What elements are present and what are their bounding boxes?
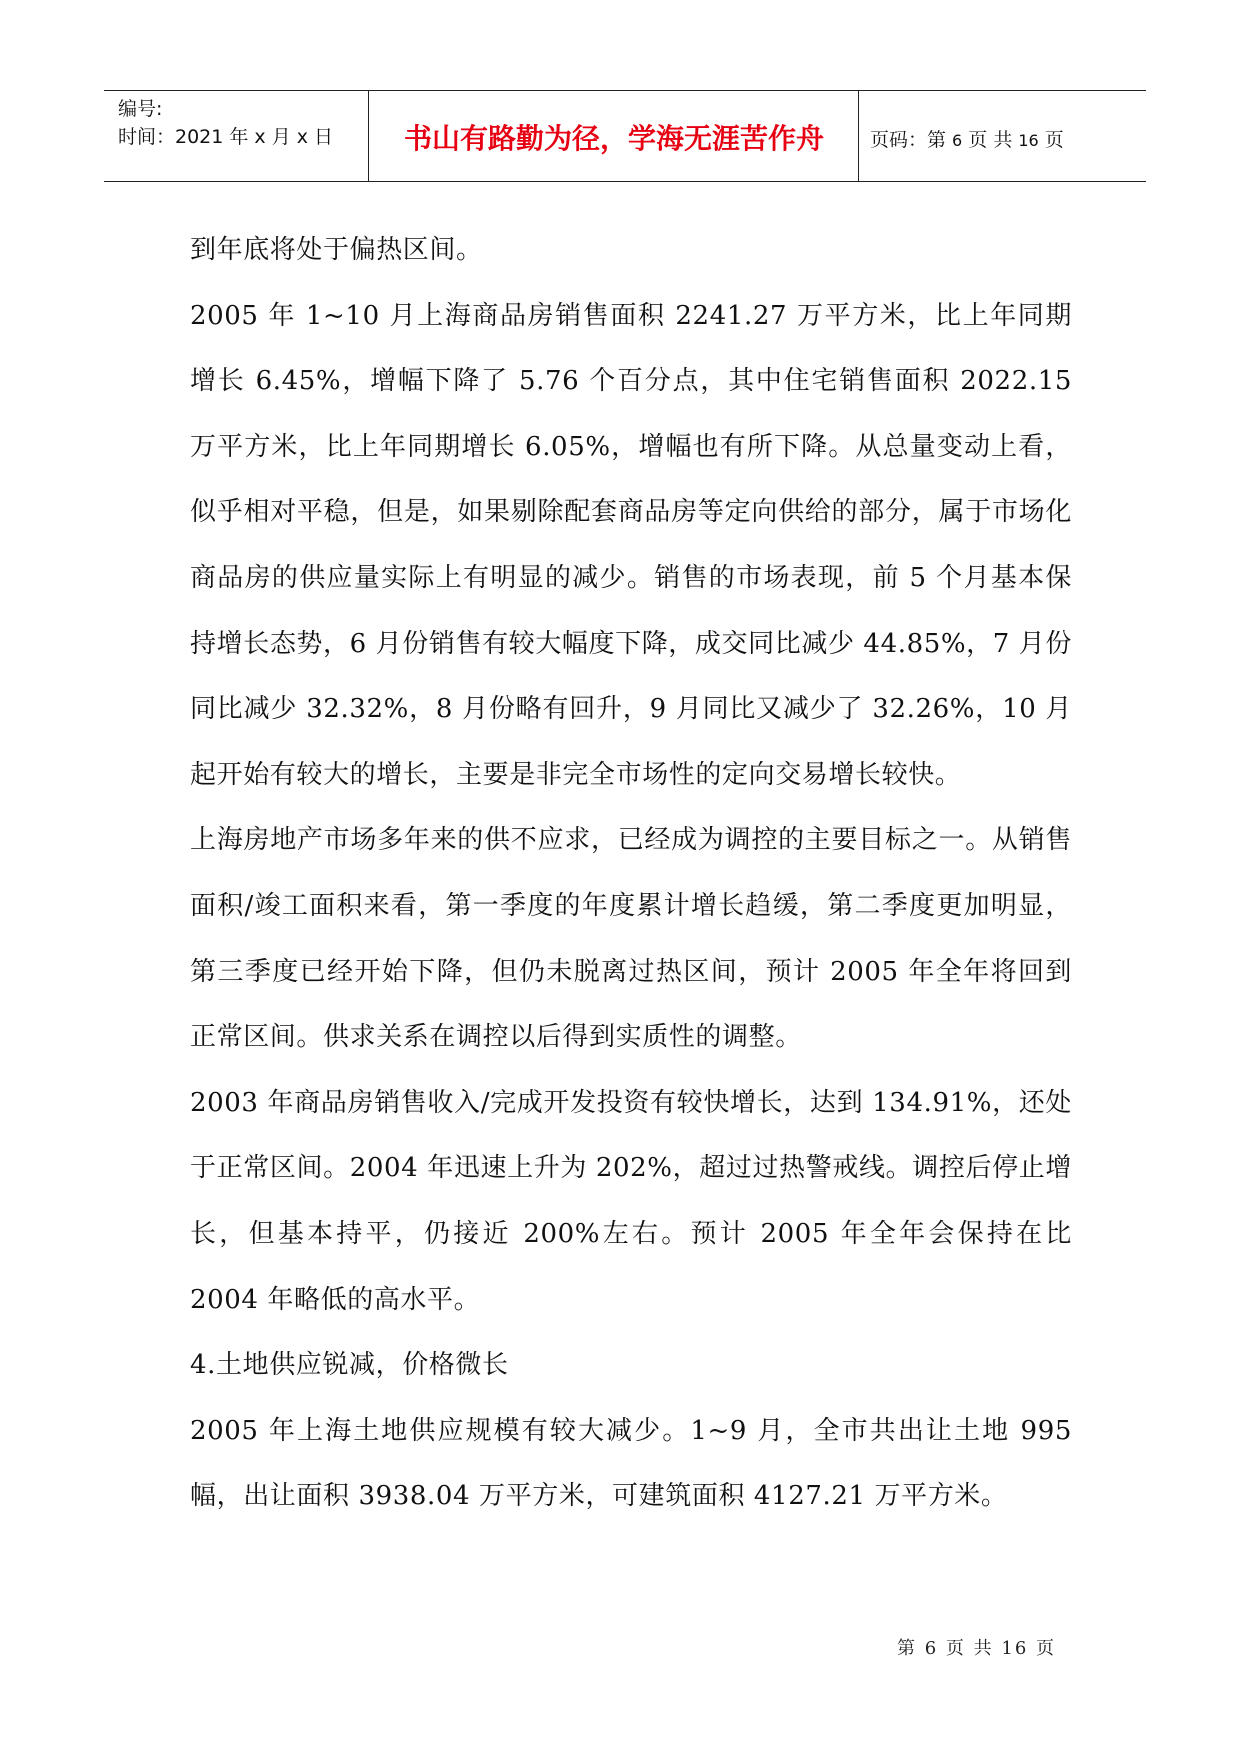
document-body bbox=[190, 218, 1072, 1530]
page-current: 6 bbox=[952, 131, 963, 150]
paragraph: 2005 年 1~10 月上海商品房销售面积 2241.27 万平方米，比上年同期增长 6.45%，增幅下降了 5.76 个百分点，其中住宅销售面积 2022.15 万平方米，比上年同期增长 6.05%，增幅也有所下降。从总量变动上看，似乎相对平稳，但是，如果剔除配套商品房等定向供给的部分，属于市场化商品房的供应量实际上有明显的减少。销售的市场表现，前 5 个月基本保持增长态势，6 月份销售有较大幅度下降，成交同比减少 44.85%，7 月份同比减少 32.32%，8 月份略有回升，9 月同比又减少了 32.26%，10 月起开始有较大的增长，主要是非完全市场性的定向交易增长较快。 bbox=[190, 300, 1072, 790]
header-divider bbox=[368, 91, 369, 182]
page-prefix: 页码：第 bbox=[870, 129, 953, 151]
header-page-number bbox=[870, 125, 1064, 152]
page-footer: 第 6 页 共 16 页 bbox=[897, 1638, 1056, 1659]
page-total: 16 bbox=[1018, 131, 1039, 150]
time-label: 时间：2021 年 x 月 x 日 bbox=[118, 126, 334, 148]
page-suffix: 页 bbox=[1038, 129, 1064, 151]
paragraph: 上海房地产市场多年来的供不应求，已经成为调控的主要目标之一。从销售面积/竣工面积来看，第一季度的年度累计增长趋缓，第二季度更加明显，第三季度已经开始下降，但仍未脱离过热区间，预计 2005 年全年将回到正常区间。供求关系在调控以后得到实质性的调整。 bbox=[190, 825, 1072, 1053]
header-meta bbox=[118, 95, 333, 151]
header-divider bbox=[858, 91, 859, 182]
page-header bbox=[104, 90, 1146, 182]
paragraph: 2005 年上海土地供应规模有较大减少。1~9 月，全市共出让土地 995 幅，出让面积 3938.04 万平方米，可建筑面积 4127.21 万平方米。 bbox=[190, 1415, 1072, 1512]
page-mid: 页 共 bbox=[962, 129, 1019, 151]
header-motto: 书山有路勤为径，学海无涯苦作舟 bbox=[403, 122, 824, 155]
paragraph: 到年底将处于偏热区间。 bbox=[190, 235, 483, 265]
paragraph: 2003 年商品房销售收入/完成开发投资有较快增长，达到 134.91%，还处于正常区间。2004 年迅速上升为 202%，超过过热警戒线。调控后停止增长，但基本持平，仍接近 200%左右。预计 2005 年全年会保持在比 2004 年略低的高水平。 bbox=[190, 1087, 1072, 1315]
section-heading: 4.土地供应锐减，价格微长 bbox=[190, 1350, 509, 1381]
serial-number-label: 编号: bbox=[118, 98, 163, 120]
